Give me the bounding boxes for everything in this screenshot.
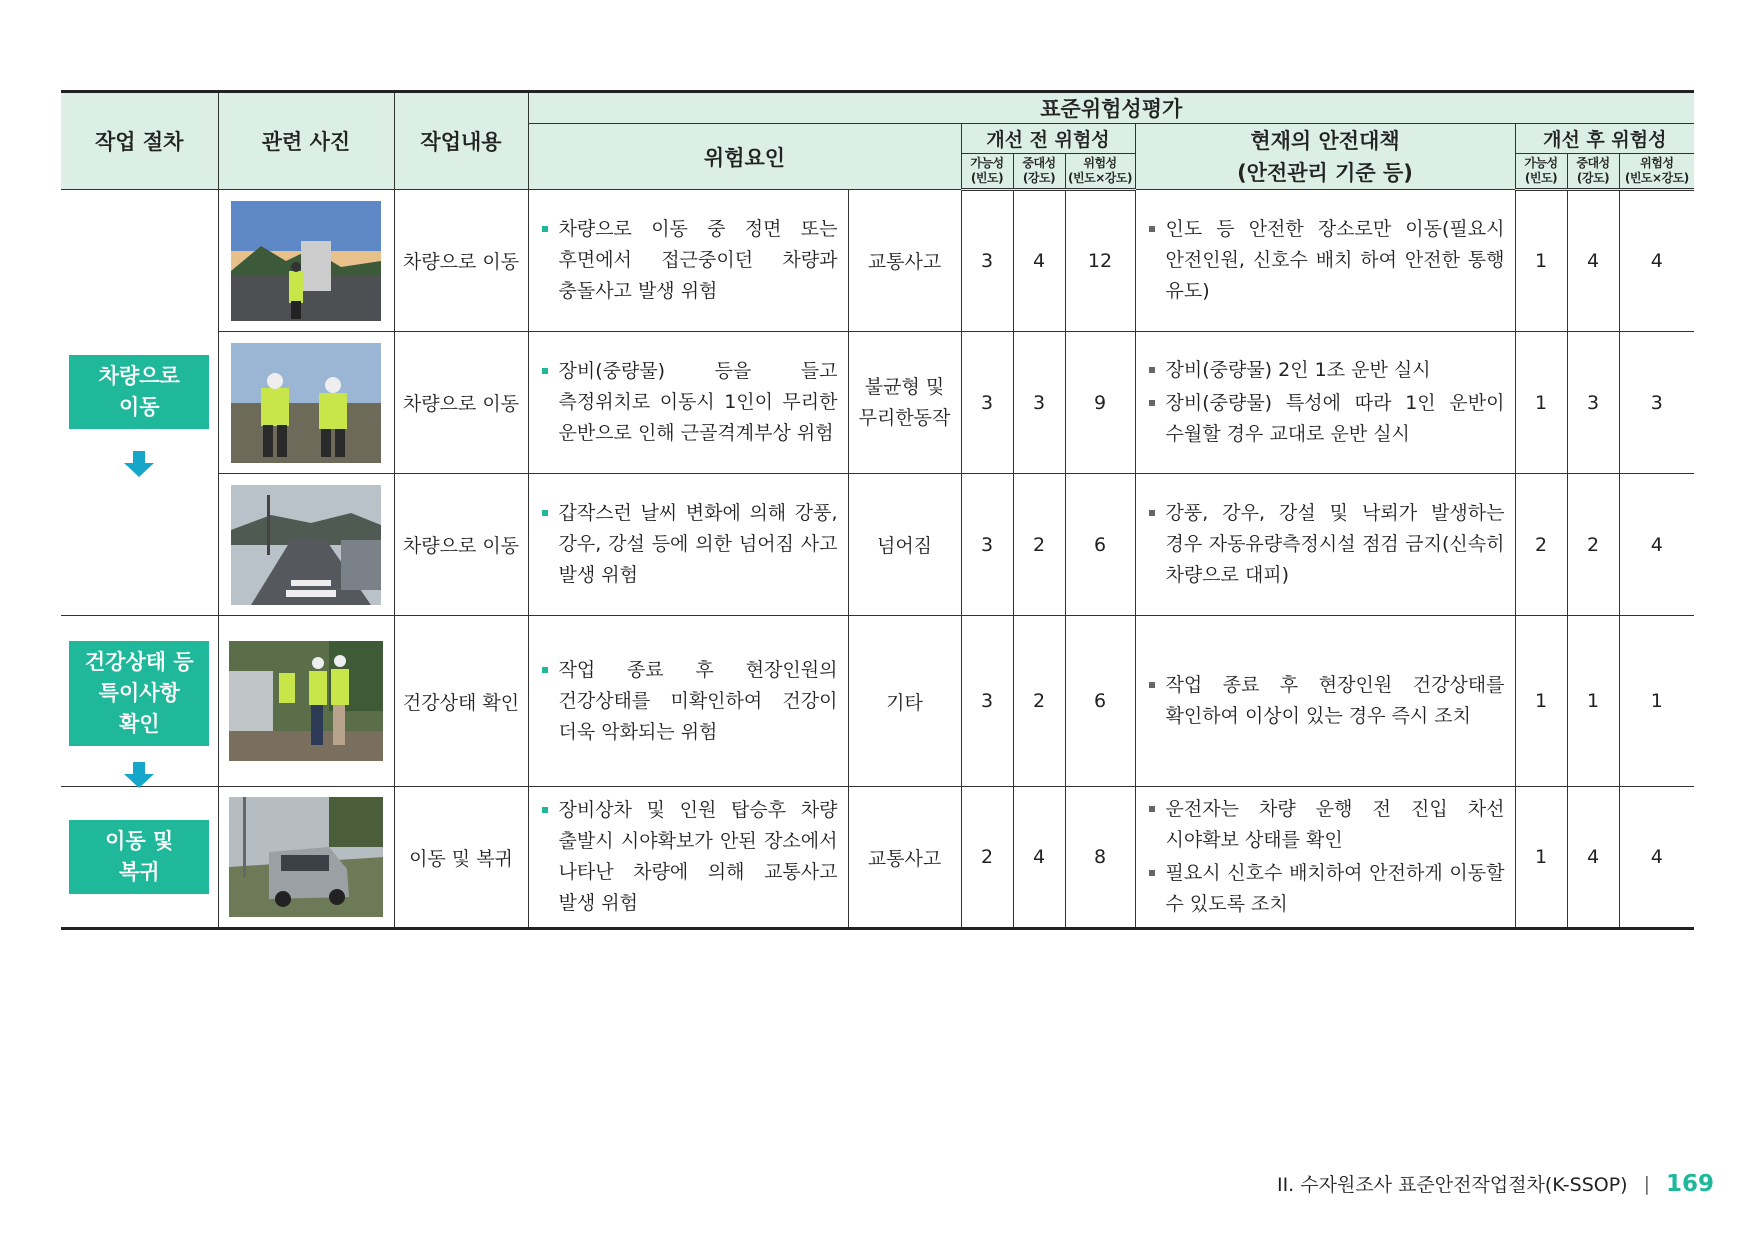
stage-cell-health <box>61 616 218 787</box>
header-after: 개선 후 위험성 <box>1515 124 1694 154</box>
stage-label-health <box>69 641 209 746</box>
before-likelihood: 3 <box>961 332 1013 474</box>
photo-cell <box>218 616 394 787</box>
measures-cell <box>1135 332 1515 474</box>
header-risk-line1: 위험성 <box>1083 156 1117 170</box>
page-footer <box>1277 1170 1714 1197</box>
stage-label-line: 확인 <box>118 711 160 736</box>
header-measures <box>1135 124 1515 190</box>
measure-item: 작업 종료 후 현장인원 건강상태를 확인하여 이상이 있는 경우 즉시 조치 <box>1146 670 1505 732</box>
measure-item: 필요시 신호수 배치하여 안전하게 이동할 수 있도록 조치 <box>1146 858 1505 920</box>
hazard-item: 차량으로 이동 중 정면 또는 후면에서 접근중이던 차량과 충돌사고 발생 위험 <box>539 214 838 307</box>
hazard-type-line: 불균형 및 <box>864 375 945 398</box>
photo-cell <box>218 190 394 332</box>
photo-cell <box>218 474 394 616</box>
hazard-item: 갑작스런 날씨 변화에 의해 강풍, 강우, 강설 등에 의한 넘어짐 사고 발생 위험 <box>539 498 838 591</box>
hazard-cell <box>528 474 848 616</box>
before-severity: 4 <box>1013 787 1065 929</box>
header-likelihood-line1: 가능성 <box>970 156 1004 170</box>
work-cell: 이동 및 복귀 <box>394 787 528 929</box>
before-risk: 12 <box>1065 190 1135 332</box>
measures-list <box>1146 355 1505 450</box>
photo-roadside-worker <box>231 201 381 321</box>
after-risk: 4 <box>1619 787 1694 929</box>
before-likelihood: 3 <box>961 474 1013 616</box>
stage-cell-vehicle <box>61 190 218 616</box>
header-after-risk <box>1619 154 1694 190</box>
header-measures-line1: 현재의 안전대책 <box>1250 128 1400 153</box>
photo-cell <box>218 787 394 929</box>
photo-bridge-road <box>231 485 381 605</box>
header-likelihood-line2: (빈도) <box>1524 171 1558 185</box>
photo-health-check <box>229 641 383 761</box>
hazard-type-cell: 기타 <box>848 616 961 787</box>
before-severity: 3 <box>1013 332 1065 474</box>
hazard-type-line: 무리한동작 <box>858 406 951 429</box>
photo-workers-carrying <box>231 343 381 463</box>
after-likelihood: 1 <box>1515 332 1567 474</box>
hazard-type-cell: 교통사고 <box>848 787 961 929</box>
header-after-likelihood <box>1515 154 1567 190</box>
photo-van-parked <box>229 797 383 917</box>
measures-list <box>1146 794 1505 920</box>
footer-separator: | <box>1643 1172 1650 1195</box>
hazard-item: 작업 종료 후 현장인원의 건강상태를 미확인하여 건강이 더욱 악화되는 위험 <box>539 655 838 748</box>
header-hazard: 위험요인 <box>528 124 961 190</box>
header-severity-line1: 중대성 <box>1576 156 1610 170</box>
hazard-cell <box>528 190 848 332</box>
header-procedure: 작업 절차 <box>61 92 218 190</box>
after-likelihood: 1 <box>1515 616 1567 787</box>
header-severity-line2: (강도) <box>1576 171 1610 185</box>
stage-cell-return <box>61 787 218 929</box>
hazard-type-cell <box>848 332 961 474</box>
measure-item: 강풍, 강우, 강설 및 낙뢰가 발생하는 경우 자동유량측정시설 점검 금지(신속히 차량으로 대피) <box>1146 498 1505 591</box>
before-severity: 2 <box>1013 474 1065 616</box>
header-likelihood-line1: 가능성 <box>1524 156 1558 170</box>
hazard-cell <box>528 616 848 787</box>
hazard-item: 장비상차 및 인원 탑승후 차량 출발시 시야확보가 안된 장소에서 나타난 차량에 의해 교통사고 발생 위험 <box>539 795 838 919</box>
after-severity: 1 <box>1567 616 1619 787</box>
header-severity-line1: 중대성 <box>1022 156 1056 170</box>
work-cell: 차량으로 이동 <box>394 190 528 332</box>
measures-cell <box>1135 190 1515 332</box>
after-risk: 3 <box>1619 332 1694 474</box>
after-risk: 1 <box>1619 616 1694 787</box>
before-risk: 8 <box>1065 787 1135 929</box>
header-before-risk <box>1065 154 1135 190</box>
stage-label-line: 건강상태 등 <box>84 649 194 674</box>
header-before-severity <box>1013 154 1065 190</box>
after-severity: 4 <box>1567 190 1619 332</box>
table-header <box>61 92 1694 190</box>
stage-label-line: 복귀 <box>118 860 160 884</box>
before-likelihood: 3 <box>961 616 1013 787</box>
header-risk-line2: (빈도×강도) <box>1624 171 1689 185</box>
before-risk: 6 <box>1065 474 1135 616</box>
header-risk-line1: 위험성 <box>1640 156 1674 170</box>
stage-label-line: 차량으로 <box>98 363 180 388</box>
work-cell: 차량으로 이동 <box>394 474 528 616</box>
header-likelihood-line2: (빈도) <box>970 171 1004 185</box>
table-row <box>61 332 1694 474</box>
hazard-list <box>539 795 838 919</box>
measures-list <box>1146 214 1505 307</box>
before-likelihood: 3 <box>961 190 1013 332</box>
before-severity: 2 <box>1013 616 1065 787</box>
hazard-list <box>539 356 838 449</box>
footer-chapter-title: II. 수자원조사 표준안전작업절차(K-SSOP) <box>1276 1174 1628 1196</box>
hazard-type-cell: 교통사고 <box>848 190 961 332</box>
measures-list <box>1146 670 1505 732</box>
before-risk: 6 <box>1065 616 1135 787</box>
measure-item: 운전자는 차량 운행 전 진입 차선 시야확보 상태를 확인 <box>1146 794 1505 856</box>
hazard-list <box>539 655 838 748</box>
header-severity-line2: (강도) <box>1022 171 1056 185</box>
header-before-likelihood <box>961 154 1013 190</box>
stage-label-line: 특이사항 <box>98 680 180 705</box>
hazard-item: 장비(중량물) 등을 들고 측정위치로 이동시 1인이 무리한 운반으로 인해 근골격계부상 위험 <box>539 356 838 449</box>
risk-assessment-table <box>61 90 1694 930</box>
measures-cell <box>1135 616 1515 787</box>
hazard-cell <box>528 332 848 474</box>
before-likelihood: 2 <box>961 787 1013 929</box>
header-group: 표준위험성평가 <box>528 92 1694 124</box>
before-severity: 4 <box>1013 190 1065 332</box>
header-risk-line2: (빈도×강도) <box>1068 171 1132 185</box>
stage-label-line: 이동 <box>118 394 160 419</box>
hazard-list <box>539 214 838 307</box>
hazard-cell <box>528 787 848 929</box>
before-risk: 9 <box>1065 332 1135 474</box>
table-row <box>61 787 1694 929</box>
header-after-severity <box>1567 154 1619 190</box>
table-row <box>61 190 1694 332</box>
work-cell: 건강상태 확인 <box>394 616 528 787</box>
header-measures-line2: (안전관리 기준 등) <box>1237 160 1413 185</box>
after-likelihood: 1 <box>1515 190 1567 332</box>
stage-label-vehicle <box>69 355 209 429</box>
photo-cell <box>218 332 394 474</box>
page-number: 169 <box>1665 1170 1714 1197</box>
hazard-list <box>539 498 838 591</box>
stage-label-return <box>69 820 209 894</box>
measures-cell <box>1135 787 1515 929</box>
measure-item: 인도 등 안전한 장소로만 이동(필요시 안전인원, 신호수 배치 하여 안전한 통행 유도) <box>1146 214 1505 307</box>
after-risk: 4 <box>1619 474 1694 616</box>
after-severity: 2 <box>1567 474 1619 616</box>
after-risk: 4 <box>1619 190 1694 332</box>
stage-label-line: 이동 및 <box>105 829 174 853</box>
measure-item: 장비(중량물) 2인 1조 운반 실시 <box>1146 355 1505 386</box>
after-severity: 3 <box>1567 332 1619 474</box>
measures-list <box>1146 498 1505 591</box>
work-cell: 차량으로 이동 <box>394 332 528 474</box>
table-row <box>61 616 1694 787</box>
header-work: 작업내용 <box>394 92 528 190</box>
header-before: 개선 전 위험성 <box>961 124 1135 154</box>
measures-cell <box>1135 474 1515 616</box>
hazard-type-cell: 넘어짐 <box>848 474 961 616</box>
measure-item: 장비(중량물) 특성에 따라 1인 운반이 수월할 경우 교대로 운반 실시 <box>1146 388 1505 450</box>
after-severity: 4 <box>1567 787 1619 929</box>
after-likelihood: 2 <box>1515 474 1567 616</box>
table-body <box>61 190 1694 929</box>
table-row <box>61 474 1694 616</box>
header-photo: 관련 사진 <box>218 92 394 190</box>
after-likelihood: 1 <box>1515 787 1567 929</box>
